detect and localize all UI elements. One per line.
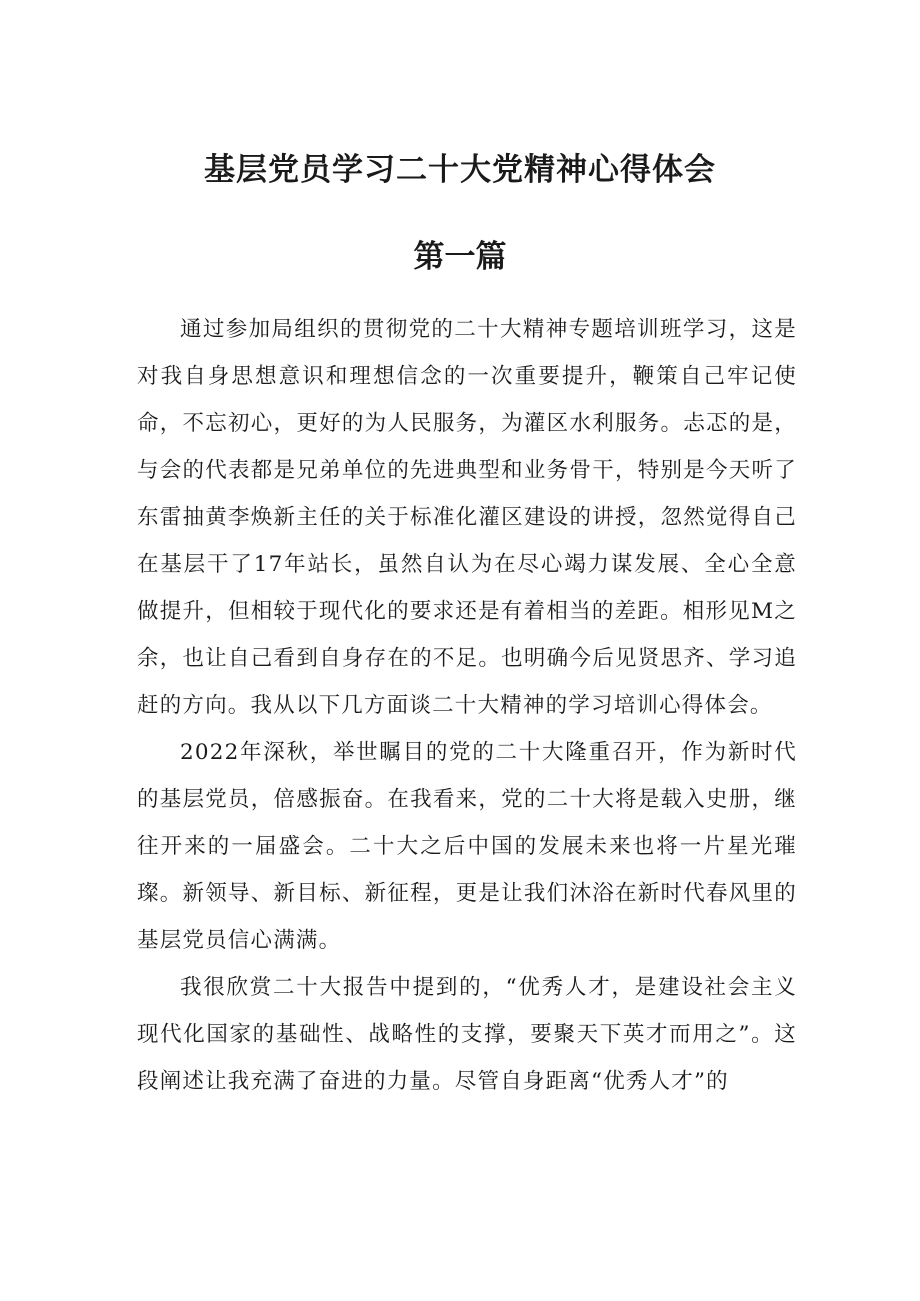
section-title: 第一篇 — [413, 239, 507, 275]
paragraph-1: 通过参加局组织的贯彻党的二十大精神专题培训班学习，这是对我自身思想意识和理想信念的一次重要提升，鞭策自己牢记使命，不忘初心，更好的为人民服务，为灌区水利服务。忐忑的是，与会的代表都是兄弟单位的先进典型和业务骨干，特别是今天听了东雷抽黄李焕新主任的关于标准化灌区建设的讲授，忽然觉得自己在基层干了17年站长，虽然自认为在尽心竭力谋发展、全心全意做提升，但相较于现代化的要求还是有着相当的差距。相形见M之余，也让自己看到自身存在的不足。也明确今后见贤思齐、学习追赶的方向。我从以下几方面谈二十大精神的学习培训心得体会。 — [137, 317, 797, 718]
document-body — [137, 306, 797, 1105]
document-title: 基层党员学习二十大党精神心得体会 — [204, 152, 716, 188]
paragraph-2: 2022年深秋，举世瞩目的党的二十大隆重召开，作为新时代的基层党员，倍感振奋。在我看来，党的二十大将是载入史册，继往开来的一届盛会。二十大之后中国的发展未来也将一片星光璀璨。新领导、新目标、新征程，更是让我们沐浴在新时代春风里的基层党员信心满满。 — [137, 740, 797, 953]
paragraph-3: 我很欣赏二十大报告中提到的，“优秀人才，是建设社会主义现代化国家的基础性、战略性的支撑，要聚天下英才而用之”。这段阐述让我充满了奋进的力量。尽管自身距离“优秀人才”的 — [137, 975, 797, 1094]
